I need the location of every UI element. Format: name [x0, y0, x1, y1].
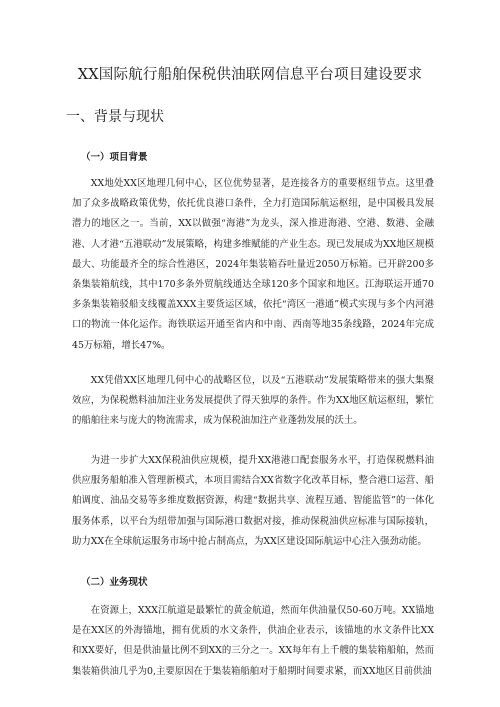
document-title: XX国际航行船舶保税供油联网信息平台项目建设要求	[77, 67, 423, 83]
subsection-heading-business-status: （二）业务现状	[81, 577, 148, 588]
paragraph-project-background-2: XX凭借XX区地理几何中心的战略区位，以及“五港联动”发展策略带来的强大集聚效应，为保税燃料油加注业务发展提供了得天独厚的条件。作为XX地区航运枢纽，繁忙的船舶往来与庞大的物流需求，成为保税油加注产业蓬勃发展的沃土。	[72, 375, 434, 427]
subsection-heading-project-background: （一）项目背景	[81, 152, 148, 163]
paragraph-project-background-3: 为进一步扩大XX保税油供应规模，提升XX港港口配套服务水平，打造保税燃料油供应服务船舶准入管理新模式，本项目需结合XX省数字化改革目标，整合港口运营、船舶调度、油品交易等多维度数据资源，构建“数据共享、流程互通、智能监管”的一体化服务体系，以平台为纽带加强与国际港口数据对接，推动保税油供应标准与国际接轨，助力XX在全球航运服务市场中抢占制高点，为XX区建设国际航运中心注入强劲动能。	[72, 455, 434, 547]
section-heading-background: 一、背景与现状	[66, 109, 164, 125]
paragraph-project-background-1: XX地处XX区地理几何中心，区位优势显著，是连接各方的重要枢纽节点。这里叠加了众多战略政策优势，依托优良港口条件，全力打造国际航运枢纽，是中国极具发展潜力的地区之一。当前，XX以做强“海港”为龙头，深入推进海港、空港、数港、金融港、人才港“五港联动”发展策略，构建多维赋能的产业生态。现已发展成为XX地区规模最大、功能最齐全的综合性港区，2024年集装箱吞吐量近2050万标箱。已开辟200多条集装箱航线，其中170多条外贸航线通达全球120多个国家和地区。江海联运开通70多条集装箱驳船支线覆盖XXX主要货运区域，依托“湾区一港通”模式实现与多个内河港口的物流一体化运作。海铁联运开通至省内和中南、西南等地35条线路，2024年完成45万标箱，增长47%。	[72, 178, 434, 351]
paragraph-business-status-1: 在资源上，XXX江航道是最繁忙的黄金航道，然而年供油量仅50-60万吨。XX锚地是在XX区的外海锚地，拥有优质的水文条件，供油企业表示，该锚地的水文条件比XX和XX要好，但是供油量比例不到XX的三分之一。XX每年有上千艘的集装箱船舶，然而集装箱供油几乎为0,主要原因在于集装箱船舶对于船期时间要求紧，而XX地区目前供油	[72, 605, 434, 677]
